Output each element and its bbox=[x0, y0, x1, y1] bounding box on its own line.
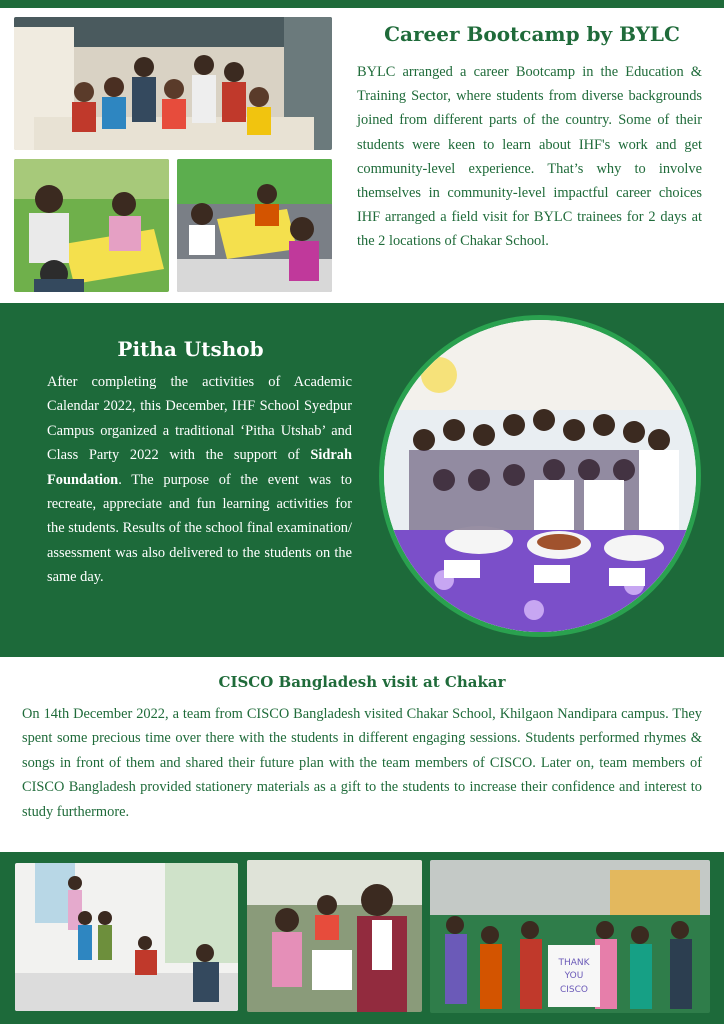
sidrah-foundation-name: Sidrah Foundation bbox=[47, 447, 352, 488]
cisco-thank-you-photo bbox=[430, 860, 710, 1013]
pitha-utshob-heading: Pitha Utshob bbox=[117, 337, 264, 361]
pitha-utshob-paragraph bbox=[47, 370, 352, 590]
cisco-visit-heading: CISCO Bangladesh visit at Chakar bbox=[218, 673, 506, 691]
bootcamp-drawing-photo-left bbox=[14, 159, 169, 292]
cisco-visit-paragraph: On 14th December 2022, a team from CISCO Bangladesh visited Chakar School, Khilgaon Nandipara campus. They spent some precious time over there with the students in different engaging sessions. Students performed rhymes & songs in front of them and shared their future plan with the team members of CISCO. Later on, team members of CISCO Bangladesh provided stationery materials as a gift to the students to increase their confidence and interest to study furthermore. bbox=[22, 706, 702, 820]
pitha-festival-circle-photo bbox=[384, 320, 696, 632]
bootcamp-group-photo bbox=[14, 17, 332, 150]
svg-text:THANK: THANK bbox=[558, 958, 590, 968]
pitha-text-part-2: . The purpose of the event was to recreate, appreciate and fun learning activities for the students. Results of the school final examination/ assessment was also delivered to the students on the same day. bbox=[47, 471, 352, 586]
top-accent-bar bbox=[0, 0, 724, 8]
svg-text:CISCO: CISCO bbox=[559, 985, 589, 995]
bootcamp-drawing-photo-right bbox=[177, 159, 332, 292]
cisco-classroom-photo bbox=[15, 863, 238, 1011]
career-bootcamp-heading: Career Bootcamp by BYLC bbox=[384, 22, 680, 46]
svg-text:YOU: YOU bbox=[564, 971, 584, 981]
pitha-text-part-1: After completing the activities of Academic Calendar 2022, this December, IHF School Syedpur Campus organized a traditional ‘Pitha Utshab’ and Class Party 2022 with the support of bbox=[47, 374, 352, 464]
career-bootcamp-paragraph: BYLC arranged a career Bootcamp in the Education & Training Sector, where students from diverse backgrounds joined from different parts of the country. Some of their students were keen to learn about IHF's work and get community-level experience. That’s why to involve themselves in community-level impactful career choices IHF arranged a field visit for BYLC trainees for 2 days at the 2 locations of Chakar School. bbox=[357, 64, 702, 250]
cisco-gift-photo bbox=[247, 860, 422, 1012]
